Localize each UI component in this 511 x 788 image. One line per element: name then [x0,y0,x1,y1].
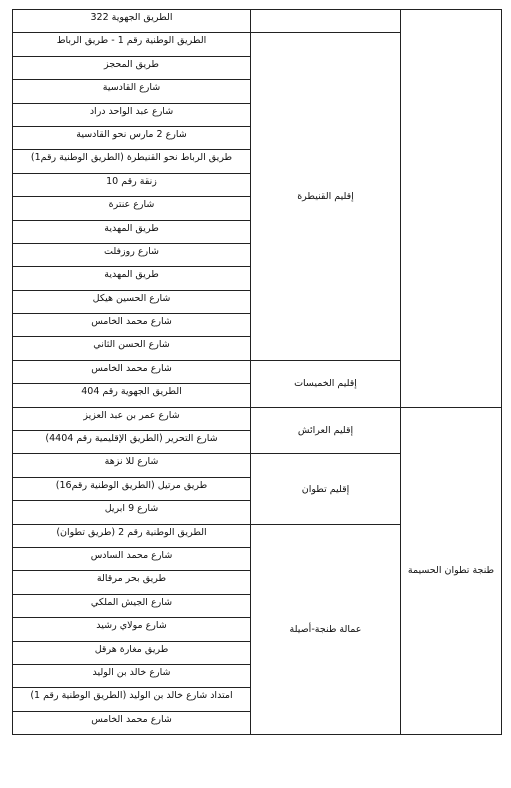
road-cell: شارع خالد بن الوليد [13,664,251,687]
road-cell: شارع القادسية [13,80,251,103]
road-cell: الطريق الجهوية 322 [13,10,251,33]
road-cell: شارع 9 ابريل [13,501,251,524]
road-cell: شارع محمد الخامس [13,314,251,337]
road-cell: الطريق الوطنية رقم 1 - طريق الرباط [13,33,251,56]
roads-table-body [13,10,502,735]
province-cell: إقليم تطوان [251,454,401,524]
road-cell: شارع محمد الخامس [13,711,251,734]
road-cell: طريق بحر مرقالة [13,571,251,594]
road-cell: شارع الجيش الملكي [13,594,251,617]
road-cell: الطريق الجهوية رقم 404 [13,384,251,407]
road-cell: شارع الحسن الثاني [13,337,251,360]
road-cell: شارع مولاي رشيد [13,618,251,641]
road-cell: شارع عبد الواحد دراد [13,103,251,126]
roads-table [12,9,502,735]
province-cell: إقليم العرائش [251,407,401,454]
province-cell: إقليم الخميسات [251,360,401,407]
region-cell-empty [401,10,502,408]
road-cell: امتداد شارع خالد بن الوليد (الطريق الوطنية رقم 1) [13,688,251,711]
province-cell: إقليم القنيطرة [251,33,401,360]
road-cell: شارع للا نزهة [13,454,251,477]
road-cell: الطريق الوطنية رقم 2 (طريق تطوان) [13,524,251,547]
road-cell: شارع روزفلت [13,243,251,266]
road-cell: طريق مرتيل (الطريق الوطنية رقم16) [13,477,251,500]
road-cell: شارع عنترة [13,197,251,220]
road-cell: شارع محمد السادس [13,547,251,570]
road-cell: شارع التحرير (الطريق الإقليمية رقم 4404) [13,431,251,454]
table-row [13,407,502,430]
road-cell: شارع محمد الخامس [13,360,251,383]
road-cell: طريق مغارة هرقل [13,641,251,664]
road-cell: شارع 2 مارس نحو القادسية [13,126,251,149]
road-cell: زنقة رقم 10 [13,173,251,196]
road-cell: شارع الحسين هيكل [13,290,251,313]
road-cell: طريق المحجز [13,56,251,79]
region-cell: طنجة تطوان الحسيمة [401,407,502,734]
province-cell: عمالة طنجة-أصيلة [251,524,401,735]
table-row [13,10,502,33]
road-cell: شارع عمر بن عبد العزيز [13,407,251,430]
road-cell: طريق الرباط نحو القنيطرة (الطريق الوطنية رقم1) [13,150,251,173]
province-cell [251,10,401,33]
road-cell: طريق المهدية [13,220,251,243]
road-cell: طريق المهدية [13,267,251,290]
